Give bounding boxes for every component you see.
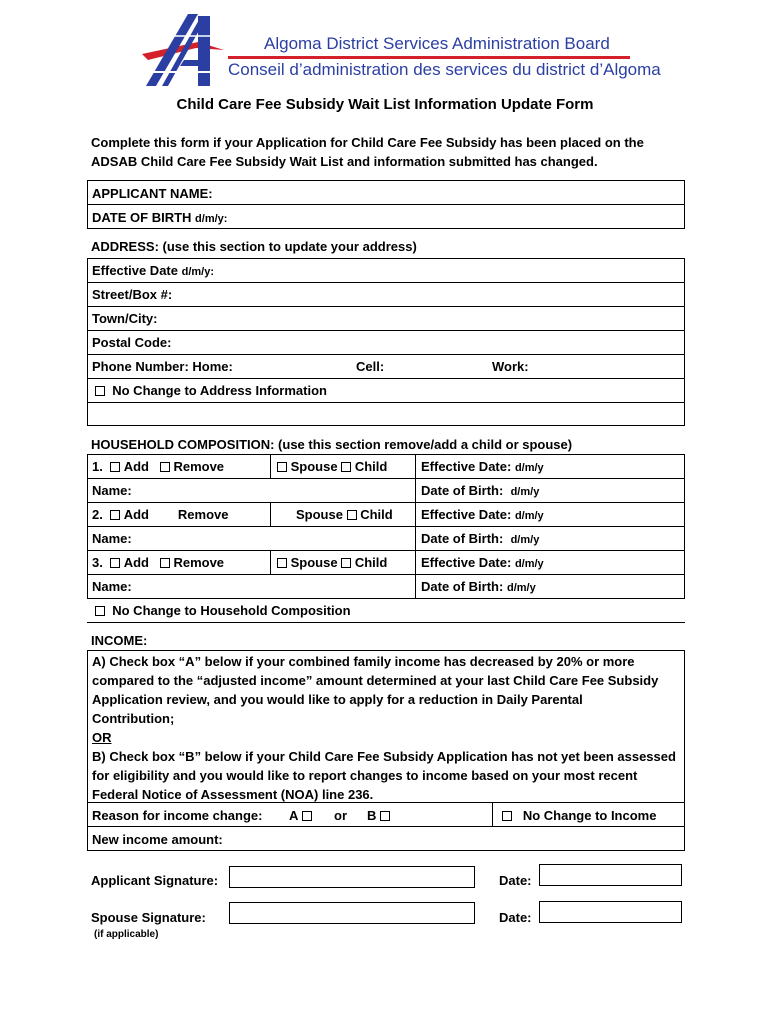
applicant-date-label: Date:	[499, 873, 532, 888]
dob-label: Date of Birth:	[421, 579, 504, 594]
applicant-signature-box[interactable]	[229, 866, 475, 888]
spouse-checkbox[interactable]	[277, 558, 287, 568]
dob-label: Date of Birth:	[421, 483, 504, 498]
applicant-name-label: APPLICANT NAME:	[92, 186, 213, 201]
household-row-2-type	[296, 507, 393, 522]
add-label: Add	[123, 507, 149, 522]
applicant-date-box[interactable]	[539, 864, 682, 886]
add-checkbox[interactable]	[110, 510, 120, 520]
add-label: Add	[123, 555, 149, 570]
option-b-checkbox[interactable]	[380, 811, 390, 821]
household-row-1-name[interactable]: Name:	[92, 483, 132, 498]
remove-label: Remove	[177, 507, 229, 522]
household-row-2-dob[interactable]	[421, 531, 539, 546]
income-para-b-2: for eligibility and you would like to report changes to income based on your most recent	[92, 768, 638, 783]
phone-home-field[interactable]: Phone Number: Home:	[92, 359, 233, 374]
dob-label: Date of Birth:	[421, 531, 504, 546]
logo	[140, 12, 230, 88]
household-row-2-action	[92, 507, 228, 522]
child-checkbox[interactable]	[347, 510, 357, 520]
income-option-b[interactable]	[367, 808, 390, 823]
income-para-a-3: Application review, and you would like to apply for a reduction in Daily Parental	[92, 692, 583, 707]
household-row-3-action	[92, 555, 224, 570]
household-heading: HOUSEHOLD COMPOSITION: (use this section remove/add a child or spouse)	[91, 437, 573, 452]
income-or: OR	[92, 730, 112, 745]
income-no-change-label: No Change to Income	[522, 808, 657, 823]
household-row-1-action	[92, 459, 224, 474]
income-heading: INCOME:	[91, 633, 148, 648]
income-para-a-1: A) Check box “A” below if your combined family income has decreased by 20% or more	[92, 654, 635, 669]
row-number: 3.	[92, 555, 103, 570]
remove-checkbox[interactable]	[160, 558, 170, 568]
phone-work-field[interactable]: Work:	[492, 359, 529, 374]
household-row-1-dob[interactable]	[421, 483, 539, 498]
remove-label: Remove	[173, 459, 225, 474]
child-checkbox[interactable]	[341, 462, 351, 472]
remove-label: Remove	[173, 555, 225, 570]
spouse-label: Spouse	[290, 555, 338, 570]
option-a-checkbox[interactable]	[302, 811, 312, 821]
spouse-signature-label: Spouse Signature:	[91, 910, 206, 925]
org-name-fr: Conseil d’administration des services du district d’Algoma	[228, 60, 661, 79]
row-number: 1.	[92, 459, 103, 474]
dob-format: d/m/y	[506, 582, 536, 594]
if-applicable-note: (if applicable)	[94, 929, 159, 940]
child-label: Child	[360, 507, 393, 522]
income-option-a[interactable]	[289, 808, 312, 823]
street-field[interactable]: Street/Box #:	[92, 287, 173, 302]
option-b-label: B	[367, 808, 377, 823]
form-title: Child Care Fee Subsidy Wait List Information Update Form	[176, 96, 594, 113]
spouse-date-box[interactable]	[539, 901, 682, 923]
effective-label: Effective Date:	[421, 555, 512, 570]
address-heading: ADDRESS: (use this section to update your address)	[91, 239, 417, 254]
effective-format: d/m/y	[514, 510, 544, 522]
org-name-en: Algoma District Services Administration Board	[264, 34, 610, 53]
add-checkbox[interactable]	[110, 462, 120, 472]
dob-format: d/m/y	[510, 534, 540, 546]
add-label: Add	[123, 459, 149, 474]
spouse-signature-box[interactable]	[229, 902, 475, 924]
child-checkbox[interactable]	[341, 558, 351, 568]
address-box	[87, 258, 685, 426]
effective-label: Effective Date:	[421, 459, 512, 474]
remove-checkbox[interactable]	[160, 462, 170, 472]
intro-line-2: ADSAB Child Care Fee Subsidy Wait List and information submitted has changed.	[91, 154, 598, 169]
household-row-2-name[interactable]: Name:	[92, 531, 132, 546]
applicant-dob-field[interactable]	[92, 210, 227, 225]
applicant-signature-label: Applicant Signature:	[91, 873, 219, 888]
applicant-dob-format: d/m/y:	[195, 213, 228, 225]
income-no-change-checkbox[interactable]	[502, 811, 512, 821]
household-row-3-name[interactable]: Name:	[92, 579, 132, 594]
address-effective-date-field[interactable]	[92, 263, 214, 278]
income-para-b-3: Federal Notice of Assessment (NOA) line 236.	[92, 787, 374, 802]
household-row-1-effective-date[interactable]	[421, 459, 544, 474]
effective-label: Effective Date:	[421, 507, 512, 522]
household-no-change-option[interactable]	[95, 603, 351, 618]
child-label: Child	[354, 459, 388, 474]
income-or-small: or	[334, 808, 347, 823]
income-para-b-1: B) Check box “B” below if your Child Care Fee Subsidy Application has not yet been assessed	[92, 749, 676, 764]
new-income-amount-field[interactable]: New income amount:	[92, 832, 223, 847]
household-no-change-label: No Change to Household Composition	[112, 603, 351, 618]
income-para-a-4: Contribution;	[92, 711, 175, 726]
applicant-dob-label: DATE OF BIRTH	[92, 210, 192, 225]
income-reason-label: Reason for income change:	[92, 808, 263, 823]
spouse-date-label: Date:	[499, 910, 532, 925]
effective-format: d/m/y	[514, 558, 544, 570]
add-checkbox[interactable]	[110, 558, 120, 568]
spouse-label: Spouse	[290, 459, 338, 474]
child-label: Child	[354, 555, 388, 570]
household-no-change-checkbox[interactable]	[95, 606, 105, 616]
spouse-checkbox[interactable]	[277, 462, 287, 472]
address-no-change-label: No Change to Address Information	[112, 383, 327, 398]
income-para-a-2: compared to the “adjusted income” amount determined at your last Child Care Fee Subsidy	[92, 673, 659, 688]
effective-format: d/m/y	[514, 462, 544, 474]
applicant-name-field[interactable]	[92, 186, 213, 201]
postal-code-field[interactable]: Postal Code:	[92, 335, 172, 350]
address-no-change-option[interactable]	[95, 383, 327, 398]
household-row-3-type	[277, 555, 387, 570]
dob-format: d/m/y	[510, 486, 540, 498]
intro-line-1: Complete this form if your Application for Child Care Fee Subsidy has been placed on the	[91, 135, 644, 150]
household-row-3-dob[interactable]	[421, 579, 536, 594]
spouse-label: Spouse	[296, 507, 343, 522]
option-a-label: A	[289, 808, 298, 823]
address-effective-format: d/m/y:	[181, 266, 215, 278]
household-row-1-type	[277, 459, 387, 474]
address-no-change-checkbox[interactable]	[95, 386, 105, 396]
household-row-2-effective-date[interactable]	[421, 507, 544, 522]
income-no-change-option[interactable]	[502, 808, 656, 823]
household-row-3-effective-date[interactable]	[421, 555, 544, 570]
row-number: 2.	[92, 507, 103, 522]
town-field[interactable]: Town/City:	[92, 311, 158, 326]
header-rule	[228, 56, 630, 59]
phone-cell-field[interactable]: Cell:	[356, 359, 385, 374]
address-effective-label: Effective Date	[92, 263, 178, 278]
